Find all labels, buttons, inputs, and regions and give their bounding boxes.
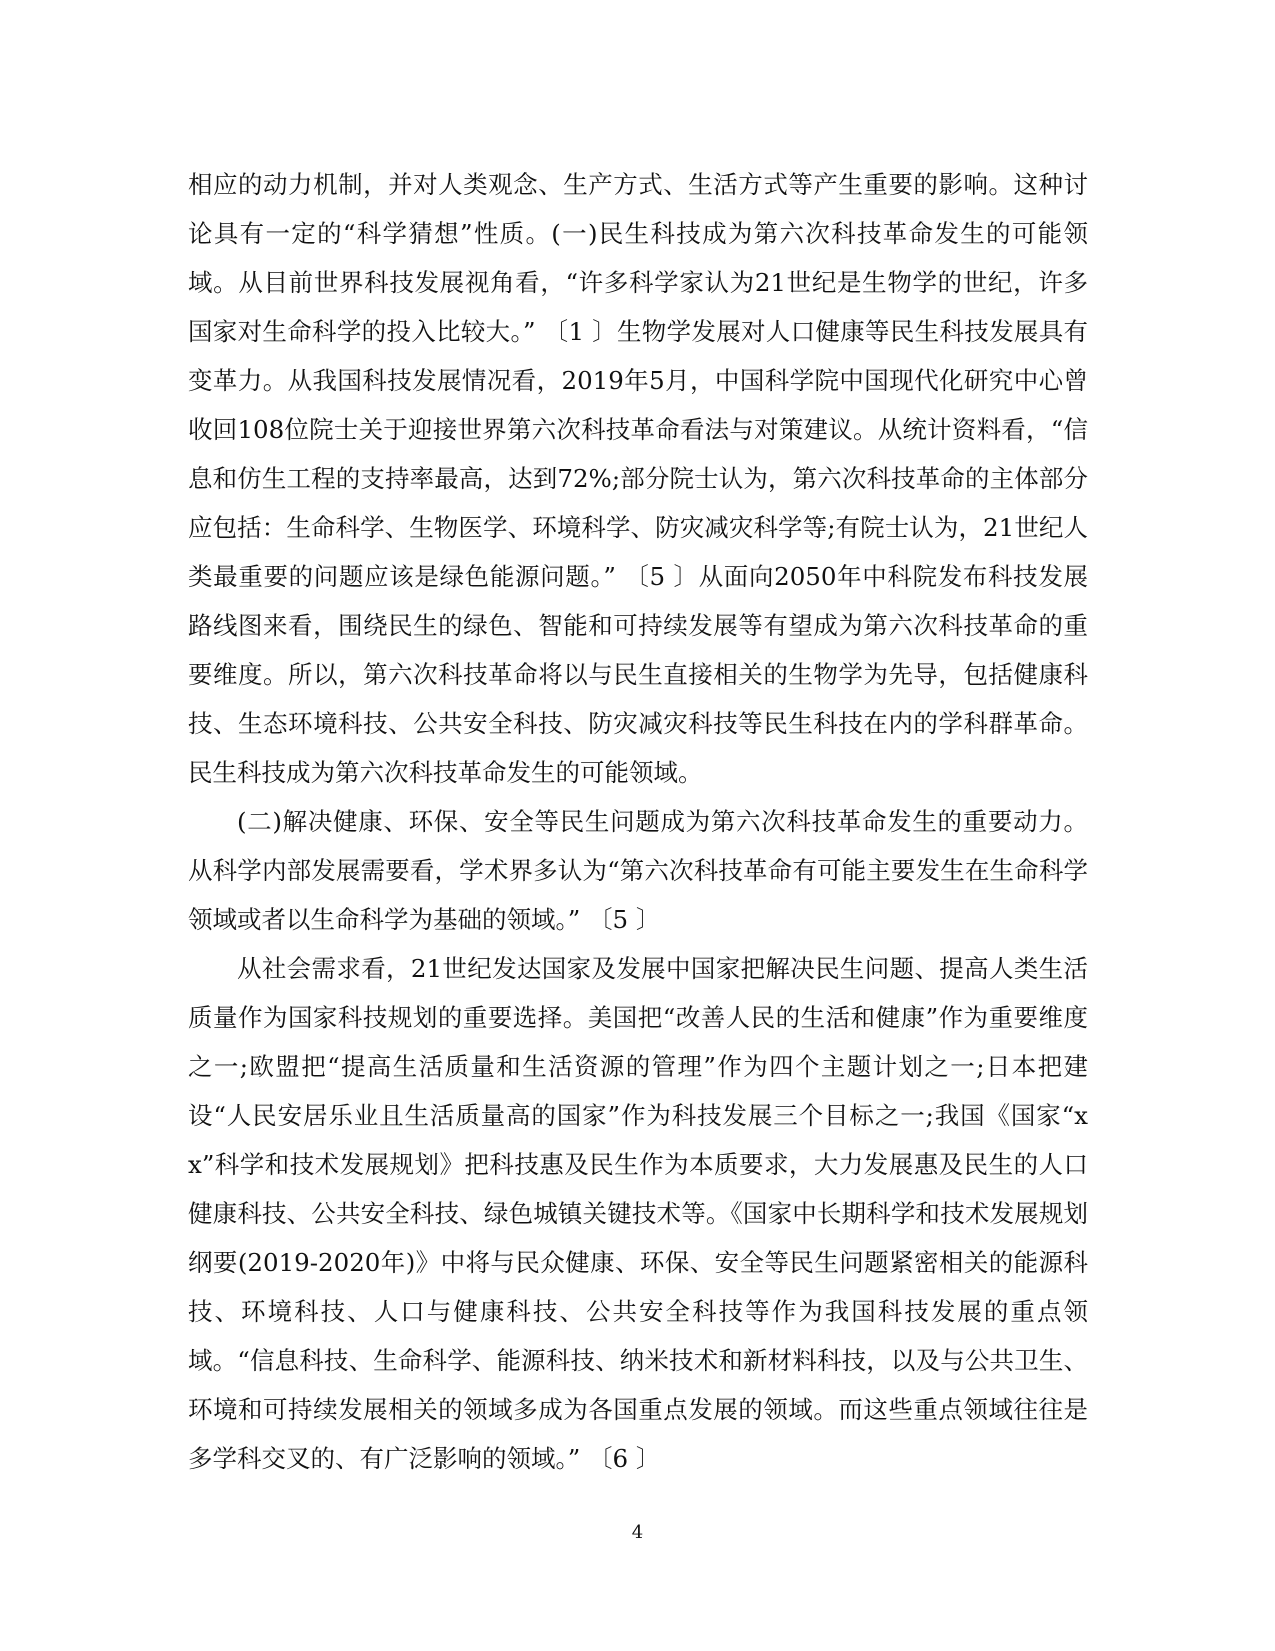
paragraph-1: 相应的动力机制，并对人类观念、生产方式、生活方式等产生重要的影响。这种讨论具有一定的“科学猜想”性质。(一)民生科技成为第六次科技革命发生的可能领域。从目前世界科技发展视角看，“许多科学家认为21世纪是生物学的世纪，许多国家对生命科学的投入比较大。” 〔1 〕生物学发展对人口健康等民生科技发展具有变革力。从我国科技发展情况看，2019年5月，中国科学院中国现代化研究中心曾收回108位院士关于迎接世界第六次科技革命看法与对策建议。从统计资料看，“信息和仿生工程的支持率最高，达到72%;部分院士认为，第六次科技革命的主体部分应包括：生命科学、生物医学、环境科学、防灾减灾科学等;有院士认为，21世纪人类最重要的问题应该是绿色能源问题。” 〔5 〕从面向2050年中科院发布科技发展路线图来看，围绕民生的绿色、智能和可持续发展等有望成为第六次科技革命的重要维度。所以，第六次科技革命将以与民生直接相关的生物学为先导，包括健康科技、生态环境科技、公共安全科技、防灾减灾科技等民生科技在内的学科群革命。民生科技成为第六次科技革命发生的可能领域。 xyxy=(188,170,1088,787)
body-text xyxy=(188,160,1088,1483)
page-number: 4 xyxy=(631,1522,644,1543)
paragraph-2: (二)解决健康、环保、安全等民生问题成为第六次科技革命发生的重要动力。从科学内部发展需要看，学术界多认为“第六次科技革命有可能主要发生在生命科学领域或者以生命科学为基础的领域。” 〔5 〕 xyxy=(188,807,1088,934)
paragraph-3: 从社会需求看，21世纪发达国家及发展中国家把解决民生问题、提高人类生活质量作为国家科技规划的重要选择。美国把“改善人民的生活和健康”作为重要维度之一;欧盟把“提高生活质量和生活资源的管理”作为四个主题计划之一;日本把建设“人民安居乐业且生活质量高的国家”作为科技发展三个目标之一;我国《国家“xx”科学和技术发展规划》把科技惠及民生作为本质要求，大力发展惠及民生的人口健康科技、公共安全科技、绿色城镇关键技术等。《国家中长期科学和技术发展规划纲要(2019-2020年)》中将与民众健康、环保、安全等民生问题紧密相关的能源科技、环境科技、人口与健康科技、公共安全科技等作为我国科技发展的重点领域。“信息科技、生命科学、能源科技、纳米技术和新材料科技，以及与公共卫生、环境和可持续发展相关的领域多成为各国重点发展的领域。而这些重点领域往往是多学科交叉的、有广泛影响的领域。” 〔6 〕 xyxy=(188,954,1088,1473)
